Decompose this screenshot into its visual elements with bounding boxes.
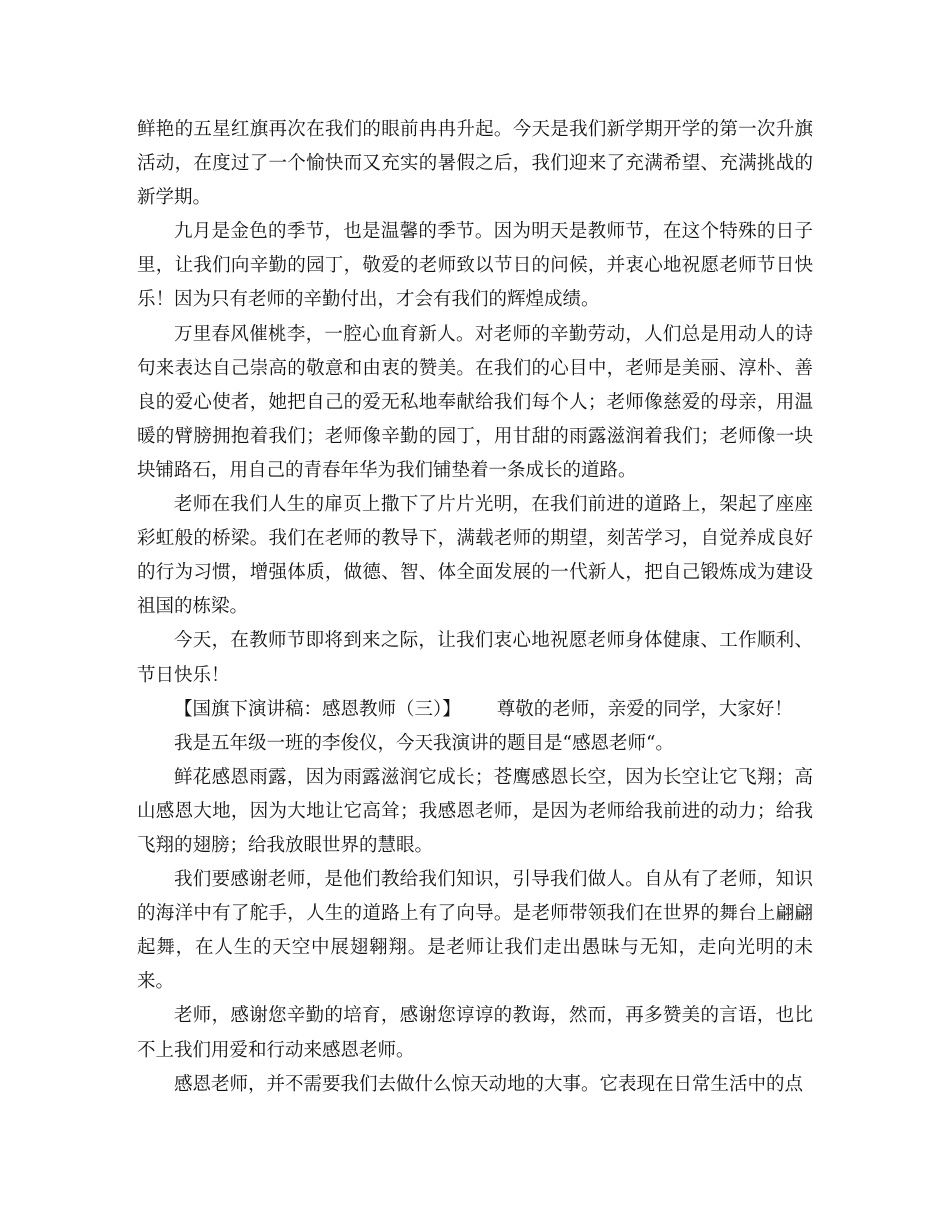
paragraph: 九月是金色的季节，也是温馨的季节。因为明天是教师节，在这个特殊的日子里，让我们向辛勤的园丁，敬爱的老师致以节日的问候，并衷心地祝愿老师节日快乐！因为只有老师的辛勤付出，才会有我们的辉煌成绩。 (137, 221, 813, 311)
paragraph: 鲜花感恩雨露，因为雨露滋润它成长；苍鹰感恩长空，因为长空让它飞翔；高山感恩大地，因为大地让它高耸；我感恩老师，是因为老师给我前进的动力；给我飞翔的翅膀；给我放眼世界的慧眼。 (137, 766, 813, 856)
paragraph: 老师，感谢您辛勤的培育，感谢您谆谆的教诲，然而，再多赞美的言语，也比不上我们用爱和行动来感恩老师。 (137, 1005, 813, 1061)
paragraph: 我们要感谢老师，是他们教给我们知识，引导我们做人。自从有了老师，知识的海洋中有了舵手，人生的道路上有了向导。是老师带领我们在世界的舞台上翩翩起舞，在人生的天空中展翅翱翔。是老师让我们走出愚昧与无知，走向光明的未来。 (137, 869, 813, 993)
paragraph: 我是五年级一班的李俊仪，今天我演讲的题目是“感恩老师“。 (174, 732, 674, 754)
section-greeting: 尊敬的老师，亲爱的同学，大家好！ (496, 698, 793, 720)
paragraph: 万里春风催桃李，一腔心血育新人。对老师的辛勤劳动，人们总是用动人的诗句来表达自己崇高的敬意和由衷的赞美。在我们的心目中，老师是美丽、淳朴、善良的爱心使者，她把自己的爱无私地奉献给我们每个人；老师像慈爱的母亲，用温暖的臂膀拥抱着我们；老师像辛勤的园丁，用甘甜的雨露滋润着我们；老师像一块块铺路石，用自己的青春年华为我们铺垫着一条成长的道路。 (137, 323, 813, 481)
paragraph: 鲜艳的五星红旗再次在我们的眼前冉冉升起。今天是我们新学期开学的第一次升旗活动，在度过了一个愉快而又充实的暑假之后，我们迎来了充满希望、充满挑战的新学期。 (137, 119, 813, 209)
paragraph: 今天，在教师节即将到来之际，让我们衷心地祝愿老师身体健康、工作顺利、节日快乐！ (137, 630, 813, 686)
section-heading: 【国旗下演讲稿：感恩教师（三）】 (174, 698, 461, 720)
paragraph: 老师在我们人生的扉页上撒下了片片光明，在我们前进的道路上，架起了座座彩虹般的桥梁。我们在老师的教导下，满载老师的期望，刻苦学习，自觉养成良好的行为习惯，增强体质，做德、智、体全面发展的一代新人，把自己锻炼成为建设祖国的栋梁。 (137, 494, 813, 618)
section-heading-line (137, 693, 813, 727)
document-body (137, 113, 813, 1102)
paragraph: 感恩老师，并不需要我们去做什么惊天动地的大事。它表现在日常生活中的点 (174, 1073, 804, 1095)
